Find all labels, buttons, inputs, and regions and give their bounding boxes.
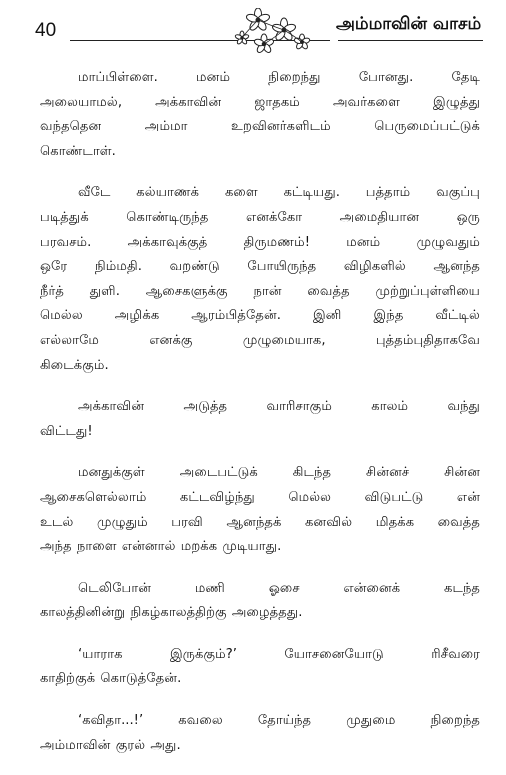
text-line: பரவசம். அக்காவுக்குத் திருமணம்! மனம் முழுவதும் bbox=[40, 234, 480, 250]
paragraph bbox=[40, 577, 480, 626]
text-line: விட்டது! bbox=[40, 423, 93, 439]
body-text bbox=[40, 66, 480, 775]
text-line: கொண்டாள். bbox=[40, 143, 116, 159]
paragraph bbox=[40, 643, 480, 692]
flower-ornament-icon bbox=[228, 8, 324, 56]
text-line: காலத்தினின்று நிகழ்காலத்திற்கு அழைத்தது. bbox=[40, 605, 303, 621]
paragraph bbox=[40, 395, 480, 444]
header-rule-right bbox=[338, 40, 483, 41]
page-header bbox=[0, 0, 506, 58]
text-line: எல்லாமே எனக்கு முழுமையாக, புத்தம்புதிதாகவே bbox=[40, 332, 480, 348]
text-line: படித்துக் கொண்டிருந்த எனக்கோ அமைதியான ஒரு bbox=[40, 209, 480, 225]
text-line: ‘யாராக இருக்கும்?’ யோசனையோடு ரிசீவரை bbox=[78, 646, 480, 662]
text-line: வந்ததென அம்மா உறவினர்களிடம் பெருமைப்பட்டுக் bbox=[40, 119, 480, 135]
paragraph bbox=[40, 66, 480, 164]
paragraph bbox=[40, 181, 480, 378]
paragraph bbox=[40, 461, 480, 559]
text-line: மனதுக்குள் அடைபட்டுக் கிடந்த சின்னச் சின்ன bbox=[78, 465, 480, 481]
text-line: நீர்த் துளி. ஆசைகளுக்கு நான் வைத்த முற்றுப்புள்ளியை bbox=[40, 283, 480, 299]
text-line: உடல் முழுதும் பரவி ஆனந்தக் கனவில் மிதக்க வைத்த bbox=[40, 514, 480, 530]
text-line: அலையாமல், அக்காவின் ஜாதகம் அவர்களை இழுத்து bbox=[40, 94, 480, 110]
text-line: கிடைக்கும். bbox=[40, 357, 109, 373]
text-line: மெல்ல அழிக்க ஆரம்பித்தேன். இனி இந்த வீட்டில் bbox=[40, 308, 480, 324]
text-line: காதிற்குக் கொடுத்தேன். bbox=[40, 671, 182, 687]
text-line: ஆசைகளெல்லாம் கட்டவிழ்ந்து மெல்ல விடுபட்டு என் bbox=[40, 489, 480, 505]
text-line: மாப்பிள்ளை. மனம் நிறைந்து போனது. தேடி bbox=[78, 70, 480, 85]
book-title: அம்மாவின் வாசம் bbox=[336, 14, 482, 34]
text-line: டெலிபோன் மணி ஓசை என்னைக் கடந்த bbox=[78, 580, 480, 596]
text-line: அக்காவின் அடுத்த வாரிசாகும் காலம் வந்து bbox=[78, 399, 480, 415]
text-line: அம்மாவின் குரல் அது. bbox=[40, 737, 181, 753]
text-line: அந்த நாளை என்னால் மறக்க முடியாது. bbox=[40, 539, 282, 555]
text-line: ‘கவிதா...!’ கவலை தோய்ந்த முதுமை நிறைந்த bbox=[78, 713, 480, 729]
text-line: ஒரே நிம்மதி. வறண்டு போயிருந்த விழிகளில் ஆனந்த bbox=[40, 259, 480, 275]
paragraph bbox=[40, 709, 480, 758]
page-number: 40 bbox=[35, 20, 57, 41]
text-line: வீடே கல்யாணக் களை கட்டியது. பத்தாம் வகுப்பு bbox=[78, 185, 480, 201]
